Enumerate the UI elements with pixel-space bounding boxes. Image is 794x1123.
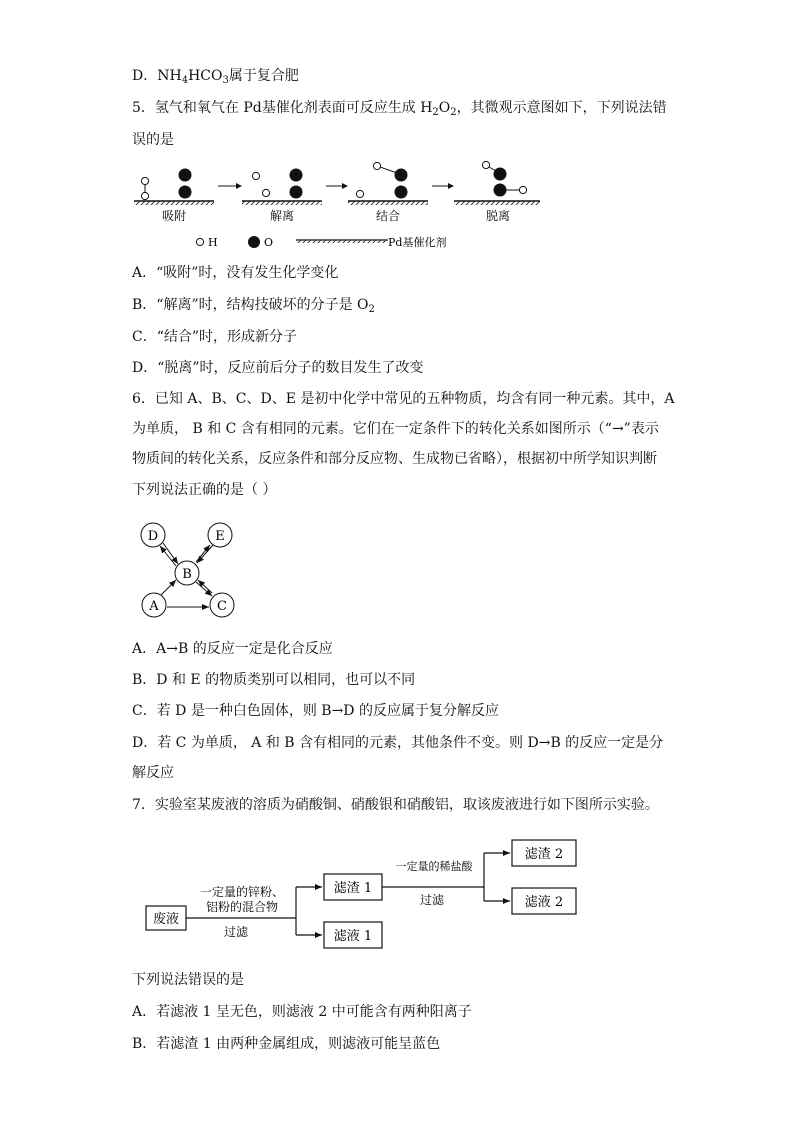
arrow-3 bbox=[432, 183, 454, 189]
arrow-2 bbox=[326, 183, 348, 189]
q7-flowchart bbox=[142, 830, 592, 960]
q6-stem-line-4: 下列说法正确的是（ ） bbox=[132, 482, 277, 498]
legend-o-symbol bbox=[248, 236, 260, 248]
legend-h-symbol bbox=[196, 238, 203, 245]
svg-text:滤渣 2: 滤渣 2 bbox=[524, 847, 564, 862]
q5-option-d: D．“脱离”时，反应前后分子的数目发生了改变 bbox=[132, 360, 424, 376]
stage-label-dissociate: 解离 bbox=[269, 209, 295, 223]
node-b bbox=[175, 561, 199, 585]
q7-prompt: 下列说法错误的是 bbox=[132, 972, 244, 988]
catalyst-surface-1 bbox=[134, 201, 214, 205]
q5-option-a: A．“吸附”时，没有发生化学变化 bbox=[132, 265, 339, 281]
svg-text:A: A bbox=[149, 599, 159, 614]
svg-text:C: C bbox=[217, 599, 227, 614]
svg-text:E: E bbox=[215, 529, 225, 544]
o2-molecule-adsorbed bbox=[179, 169, 192, 199]
q6-option-b: B．D 和 E 的物质类别可以相同，也可以不同 bbox=[132, 672, 416, 688]
q5-option-b-text: B．“解离”时，结构技破坏的分子是 O bbox=[132, 297, 369, 313]
subscript: 2 bbox=[450, 107, 457, 118]
o-atoms-dissociated bbox=[290, 169, 303, 199]
reagent-1-line-1: 一定量的锌粉、 bbox=[199, 885, 285, 899]
arrow-b-to-e bbox=[196, 545, 210, 562]
box-waste-liquid bbox=[146, 906, 186, 930]
q6-option-d-line-2: 解反应 bbox=[132, 765, 174, 781]
q5-micro-diagram bbox=[130, 156, 550, 252]
q4-option-d-text: HCO bbox=[188, 68, 223, 84]
q7-option-a: A．若滤液 1 呈无色，则滤液 2 中可能含有两种阳离子 bbox=[132, 1004, 472, 1020]
subscript: 2 bbox=[368, 304, 375, 315]
svg-text:废液: 废液 bbox=[152, 912, 180, 927]
arrow-b-to-d bbox=[160, 546, 176, 566]
svg-text:D: D bbox=[147, 529, 159, 544]
q5-stem-text: O bbox=[438, 100, 451, 116]
stage-label-desorb: 脱离 bbox=[485, 209, 511, 223]
h-atoms-dissociated bbox=[252, 172, 269, 196]
svg-text:滤液 1: 滤液 1 bbox=[333, 929, 373, 944]
stage-label-combine: 结合 bbox=[375, 209, 401, 223]
node-c bbox=[210, 593, 234, 617]
subscript: 4 bbox=[181, 75, 189, 86]
q5-stem-text: ，其微观示意图如下，下列说法错 bbox=[456, 100, 667, 116]
q5-option-b bbox=[132, 295, 375, 315]
q6-stem-line-2: 为单质， B 和 C 含有相同的元素。它们在一定条件下的转化关系如图所示（“→”表示 bbox=[132, 421, 659, 437]
filter-label-2: 过滤 bbox=[419, 893, 445, 907]
stage-label-adsorb: 吸附 bbox=[161, 209, 187, 223]
legend-h-label: H bbox=[208, 236, 218, 249]
q4-option-d-text: 属于复合肥 bbox=[228, 68, 299, 84]
subscript: 3 bbox=[222, 75, 229, 86]
q5-stem-line-1 bbox=[132, 98, 667, 118]
h-atom-surface bbox=[356, 190, 363, 197]
legend-o-label: O bbox=[264, 236, 274, 249]
arrow-c-to-b bbox=[198, 580, 212, 593]
node-a bbox=[142, 593, 166, 617]
h2o2-molecule bbox=[482, 161, 526, 196]
q7-stem: 7．实验室某废液的溶质为硝酸铜、硝酸银和硝酸铝，取该废液进行如下图所示实验。 bbox=[132, 797, 659, 813]
svg-text:滤液 2: 滤液 2 bbox=[524, 895, 564, 910]
h2-molecule-adsorbed bbox=[141, 177, 148, 199]
arrow-b-to-c bbox=[196, 582, 212, 596]
q5-stem-line-2: 误的是 bbox=[132, 132, 174, 148]
subscript: 2 bbox=[432, 107, 439, 118]
arrow-a-to-b bbox=[161, 580, 176, 595]
box-residue-1 bbox=[324, 874, 382, 900]
node-e bbox=[208, 523, 232, 547]
svg-text:B: B bbox=[182, 567, 192, 582]
svg-text:滤渣 1: 滤渣 1 bbox=[333, 881, 373, 896]
q4-option-d bbox=[132, 66, 299, 86]
legend bbox=[196, 235, 446, 249]
arrow-1 bbox=[218, 183, 242, 189]
catalyst-surface-2 bbox=[242, 201, 322, 205]
reagent-1-line-2: 铝粉的混合物 bbox=[205, 900, 279, 914]
node-d bbox=[141, 523, 165, 547]
q4-option-d-text: D．NH bbox=[132, 68, 182, 84]
q6-conversion-diagram bbox=[132, 516, 248, 622]
catalyst-surface-4 bbox=[454, 201, 540, 205]
box-filtrate-2 bbox=[512, 888, 576, 914]
reagent-2-label: 一定量的稀盐酸 bbox=[395, 860, 473, 873]
q7-option-b: B．若滤渣 1 由两种金属组成，则滤液可能呈蓝色 bbox=[132, 1036, 441, 1052]
q6-option-c: C．若 D 是一种白色固体，则 B→D 的反应属于复分解反应 bbox=[132, 703, 499, 719]
q6-option-d-line-1: D．若 C 为单质， A 和 B 含有相同的元素，其他条件不变。则 D→B 的反应一定是分 bbox=[132, 735, 664, 751]
q6-stem-line-1: 6．已知 A、B、C、D、E 是初中化学中常见的五种物质，均含有同一种元素。其中，A bbox=[132, 391, 675, 407]
arrow-d-to-b bbox=[163, 543, 178, 564]
q6-option-a: A．A→B 的反应一定是化合反应 bbox=[132, 641, 333, 657]
legend-catalyst-label: Pd基催化剂 bbox=[388, 236, 447, 249]
box-filtrate-1 bbox=[324, 922, 382, 948]
q5-option-c: C．“结合”时，形成新分子 bbox=[132, 329, 298, 345]
catalyst-surface-3 bbox=[348, 201, 428, 205]
filter-label-1: 过滤 bbox=[223, 925, 249, 939]
box-residue-2 bbox=[512, 840, 576, 866]
q6-stem-line-3: 物质间的转化关系，反应条件和部分反应物、生成物已省略），根据初中所学知识判断 bbox=[132, 451, 657, 467]
hooh-forming bbox=[373, 162, 407, 198]
q5-stem-text: 5．氢气和氧气在 Pd基催化剂表面可反应生成 H bbox=[132, 100, 433, 116]
arrow-e-to-b bbox=[197, 545, 213, 563]
